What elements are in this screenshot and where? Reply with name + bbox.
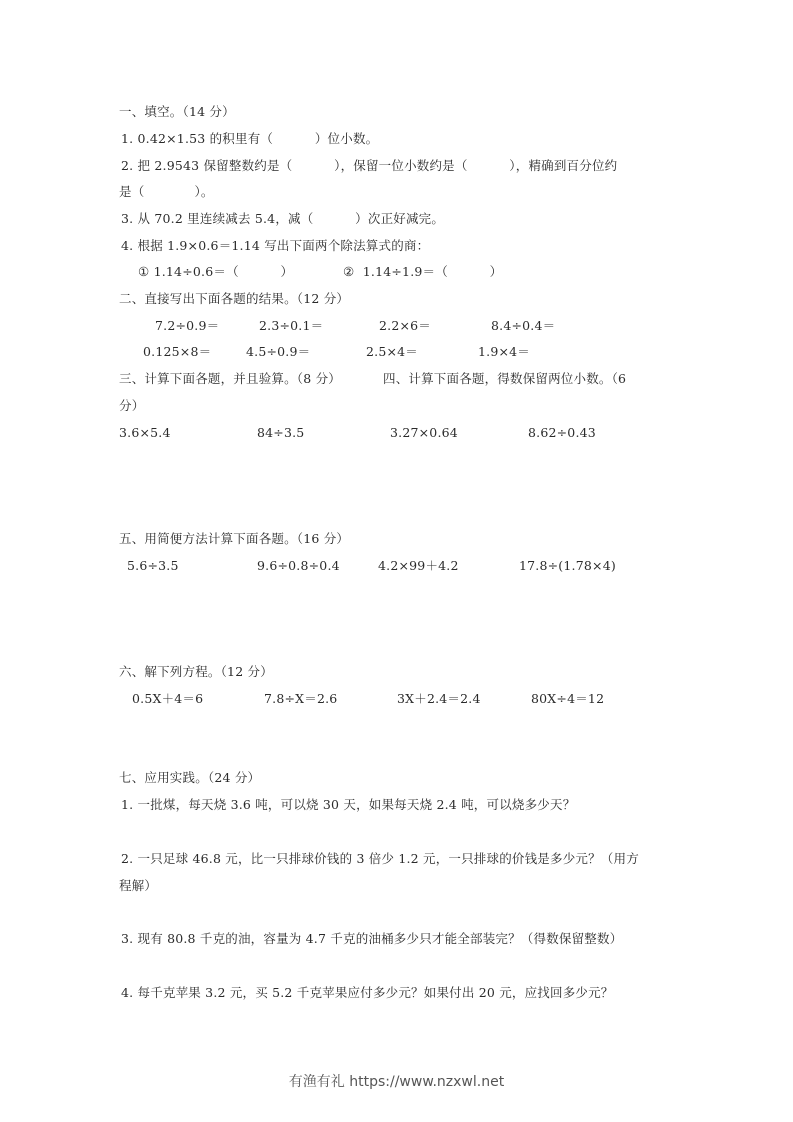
s5-item: 17.8÷(1.78×4) bbox=[519, 558, 616, 573]
s2-item: 4.5÷0.9＝ bbox=[246, 344, 311, 359]
section-6-title: 六、解下列方程。（12 分） bbox=[119, 664, 273, 679]
section-5-title: 五、用简便方法计算下面各题。（16 分） bbox=[119, 531, 350, 546]
section-3-title: 三、计算下面各题，并且验算。（8 分） bbox=[119, 371, 341, 386]
s6-item: 3X＋2.4＝2.4 bbox=[397, 691, 481, 706]
s1-question-3: 3. 从 70.2 里连续减去 5.4，减（ ）次正好减完。 bbox=[121, 211, 445, 226]
section-4-title: 四、计算下面各题，得数保留两位小数。（6 bbox=[383, 371, 627, 386]
s1-question-4: 4. 根据 1.9×0.6＝1.14 写出下面两个除法算式的商： bbox=[121, 238, 430, 253]
s34-item: 3.6×5.4 bbox=[119, 425, 171, 440]
section-7-title: 七、应用实践。（24 分） bbox=[119, 770, 261, 785]
s34-item: 3.27×0.64 bbox=[390, 425, 458, 440]
s5-item: 4.2×99＋4.2 bbox=[378, 558, 459, 573]
s2-item: 1.9×4＝ bbox=[478, 344, 531, 359]
s7-question-3: 3. 现有 80.8 千克的油，容量为 4.7 千克的油桶多少只才能全部装完？（得数保留整数） bbox=[121, 931, 623, 946]
s6-item: 7.8÷X＝2.6 bbox=[264, 691, 338, 706]
s2-item: 7.2÷0.9＝ bbox=[155, 318, 220, 333]
s6-item: 80X÷4＝12 bbox=[531, 691, 605, 706]
s7-question-2-line-1: 2. 一只足球 46.8 元，比一只排球价钱的 3 倍少 1.2 元，一只排球的价钱是多少元？（用方 bbox=[121, 851, 639, 866]
s1-question-2-line-2: 是（ ）。 bbox=[119, 184, 214, 199]
s5-item: 5.6÷3.5 bbox=[127, 558, 179, 573]
s2-item: 2.3÷0.1＝ bbox=[259, 318, 324, 333]
s1-question-1: 1. 0.42×1.53 的积里有（ ）位小数。 bbox=[121, 131, 379, 146]
s2-item: 0.125×8＝ bbox=[143, 344, 212, 359]
section-2-title: 二、直接写出下面各题的结果。（12 分） bbox=[119, 291, 350, 306]
s1-question-4a: ① 1.14÷0.6＝（ ） bbox=[138, 264, 294, 279]
s7-question-2-line-2: 程解） bbox=[119, 878, 158, 893]
s34-item: 8.62÷0.43 bbox=[528, 425, 596, 440]
s2-item: 8.4÷0.4＝ bbox=[491, 318, 556, 333]
section-1-title: 一、填空。（14 分） bbox=[119, 104, 235, 119]
watermark-footer: 有渔有礼 https://www.nzxwl.net bbox=[288, 1074, 505, 1090]
section-4-title-cont: 分） bbox=[119, 398, 145, 413]
s1-question-2-line-1: 2. 把 2.9543 保留整数约是（ ），保留一位小数约是（ ），精确到百分位约 bbox=[121, 158, 618, 173]
s7-question-4: 4. 每千克苹果 3.2 元，买 5.2 千克苹果应付多少元？如果付出 20 元，应找回多少元？ bbox=[121, 985, 614, 1000]
s5-item: 9.6÷0.8÷0.4 bbox=[257, 558, 340, 573]
s7-question-1: 1. 一批煤，每天烧 3.6 吨，可以烧 30 天，如果每天烧 2.4 吨，可以烧多少天？ bbox=[121, 797, 576, 812]
s2-item: 2.2×6＝ bbox=[379, 318, 432, 333]
s6-item: 0.5X＋4＝6 bbox=[132, 691, 204, 706]
s1-question-4b: ② 1.14÷1.9＝（ ） bbox=[343, 264, 503, 279]
s2-item: 2.5×4＝ bbox=[366, 344, 419, 359]
s34-item: 84÷3.5 bbox=[257, 425, 305, 440]
